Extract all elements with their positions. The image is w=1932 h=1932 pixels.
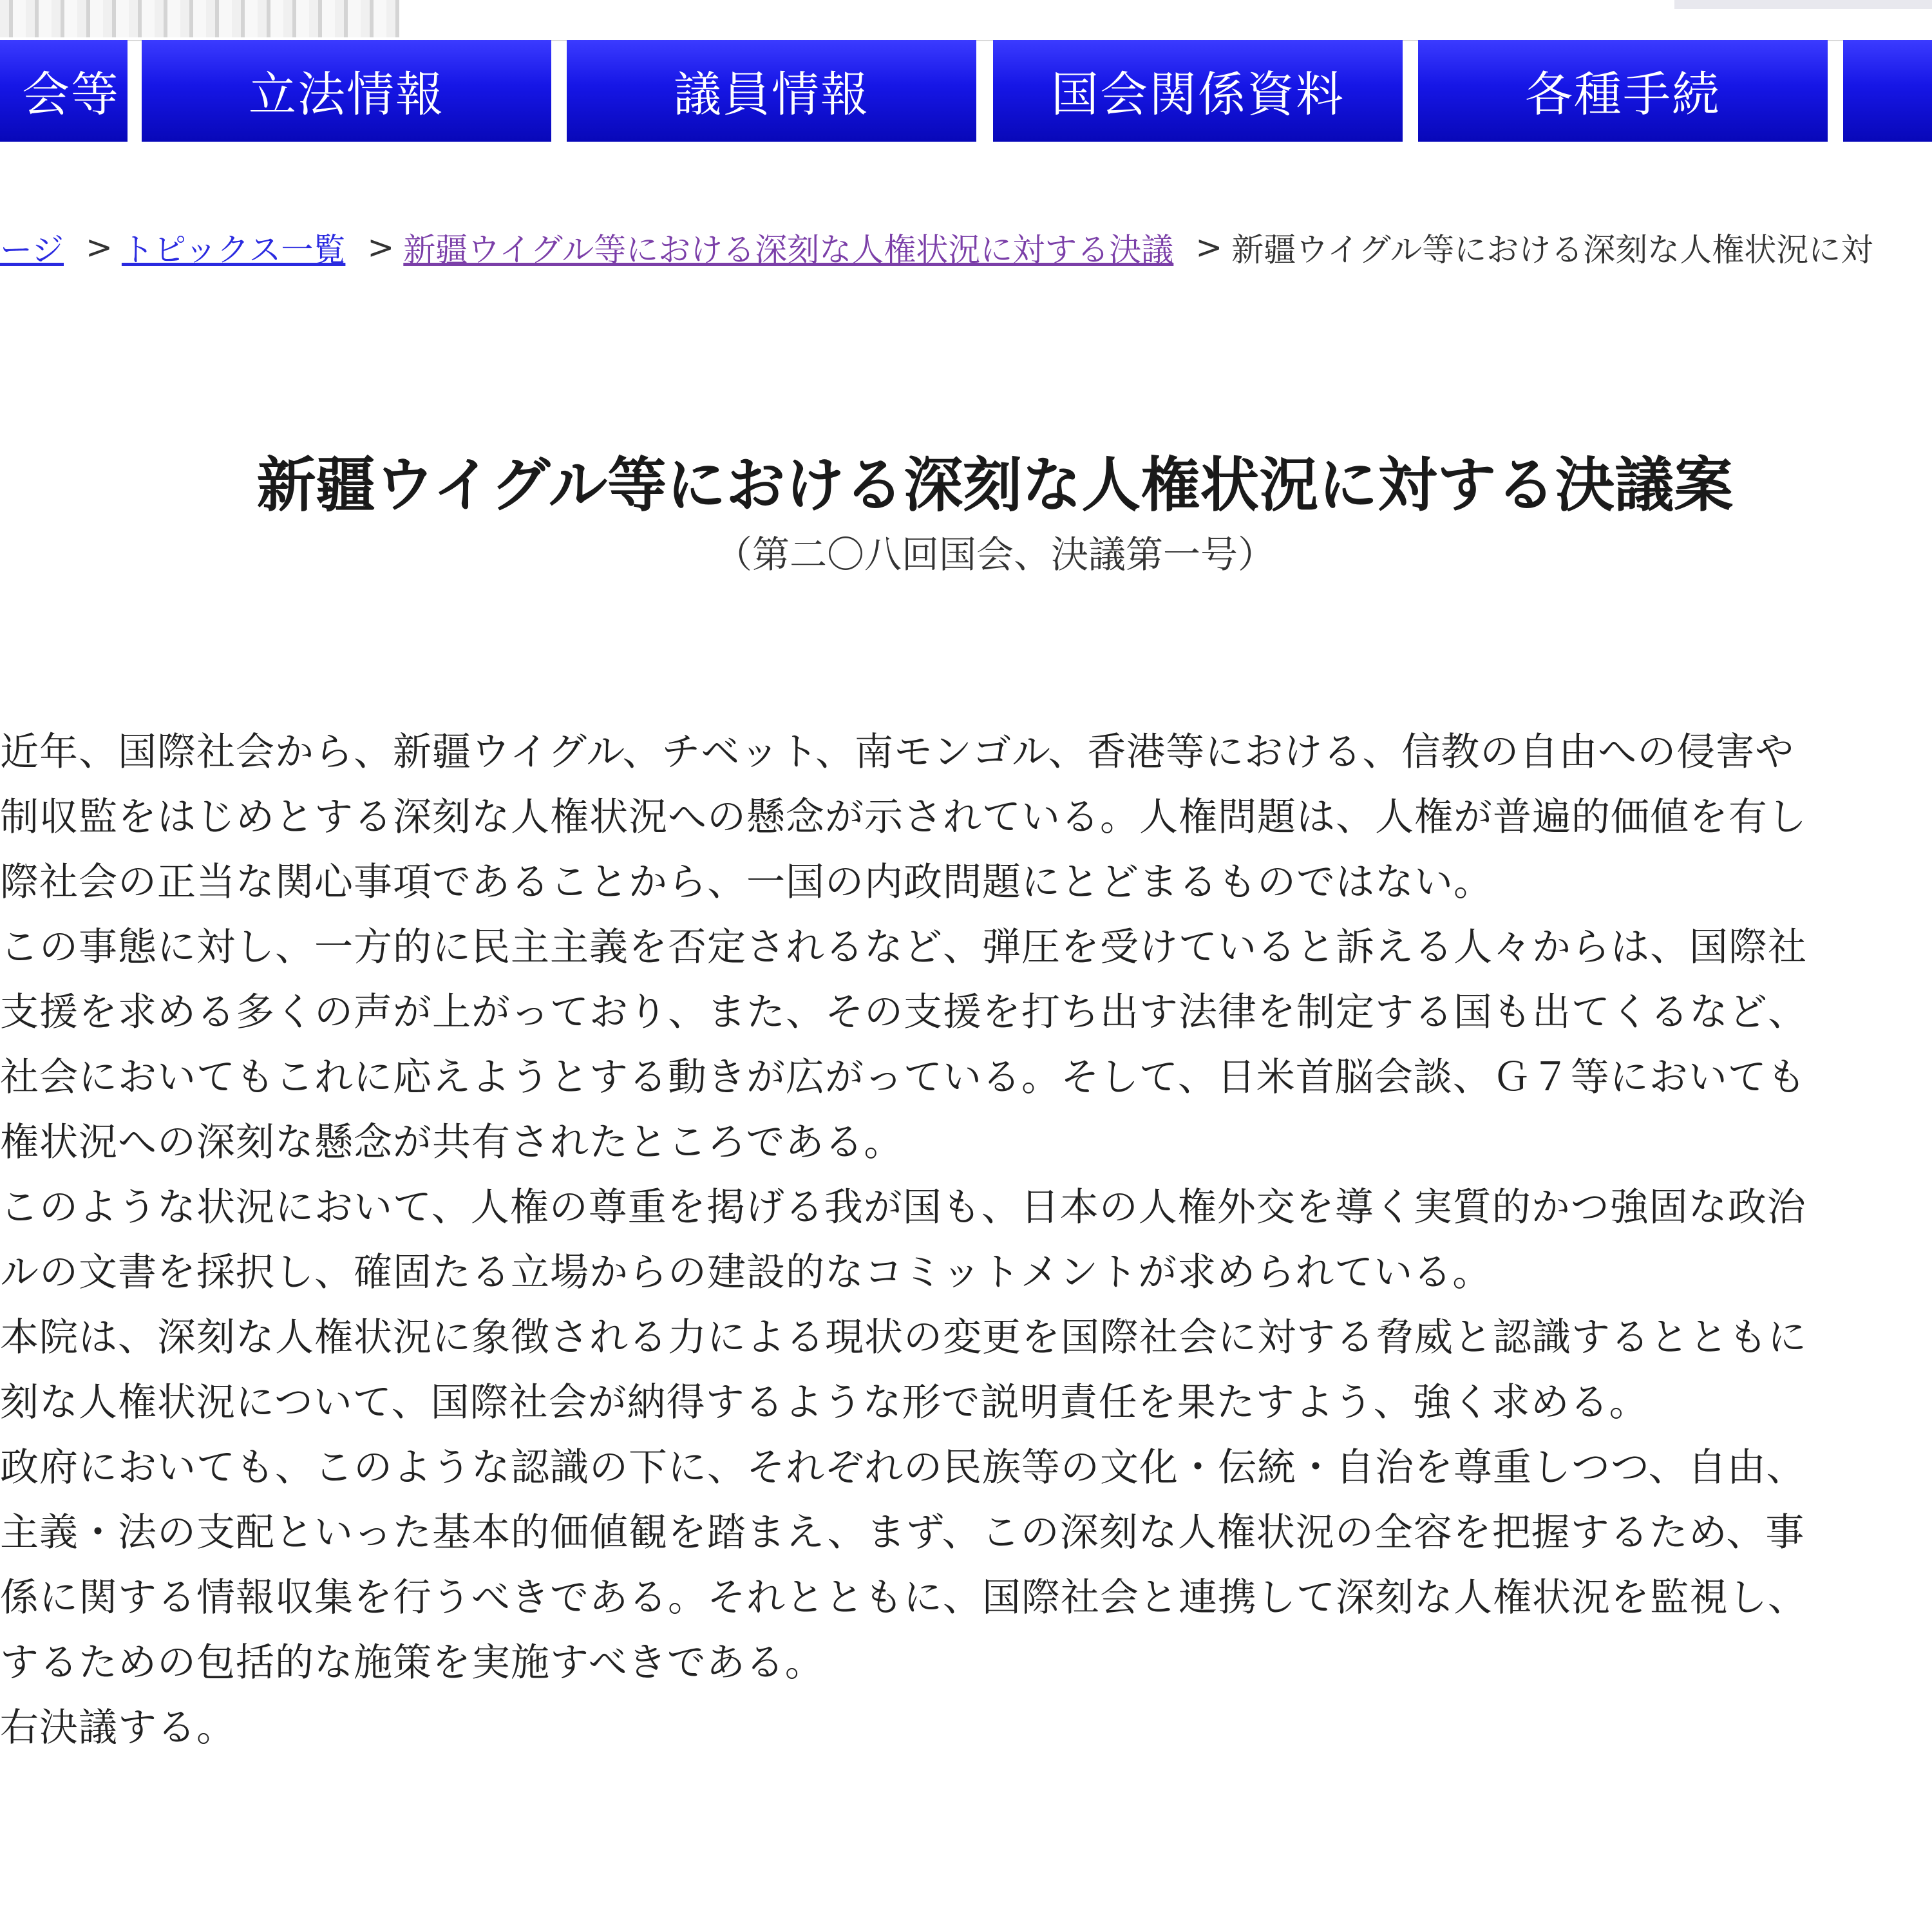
- breadcrumb-separator: >: [86, 229, 113, 266]
- breadcrumb-separator: >: [1195, 229, 1223, 266]
- global-nav: [0, 40, 1932, 143]
- body-line: 刻な人権状況について、国際社会が納得するような形で説明責任を果たすよう、強く求める。: [0, 1380, 1649, 1425]
- body-line: 制収監をはじめとする深刻な人権状況への懸念が示されている。人権問題は、人権が普遍的価値を有し: [0, 795, 1807, 840]
- header-banner-image: [0, 0, 399, 37]
- header-band: [1674, 0, 1932, 9]
- breadcrumb-link-topics[interactable]: トピックス一覧: [121, 231, 346, 269]
- page-title: 新疆ウイグル等における深刻な人権状況に対する決議案: [256, 451, 1734, 520]
- nav-item-label: 議員情報: [674, 67, 869, 122]
- nav-item-label: 国会関係資料: [1051, 67, 1345, 122]
- nav-item-label: 各種手続: [1525, 67, 1721, 122]
- breadcrumb: [0, 222, 1932, 273]
- breadcrumb-separator: >: [367, 229, 395, 266]
- body-line: 右決議する。: [0, 1705, 236, 1750]
- nav-item-members[interactable]: [567, 40, 976, 142]
- site-header: [0, 0, 1932, 41]
- body-line: 社会においてもこれに応えようとする動きが広がっている。そして、日米首脳会談、Ｇ７等においても: [0, 1055, 1806, 1100]
- body-line: 近年、国際社会から、新疆ウイグル、チベット、南モンゴル、香港等における、信教の自由への侵害や: [0, 730, 1795, 775]
- body-line: 係に関する情報収集を行うべきである。それとともに、国際社会と連携して深刻な人権状況を監視し、: [0, 1575, 1807, 1620]
- body-line: 主義・法の支配といった基本的価値観を踏まえ、まず、この深刻な人権状況の全容を把握するため、事: [0, 1510, 1805, 1555]
- nav-item-label: 会等: [22, 67, 120, 122]
- body-line: この事態に対し、一方的に民主主義を否定されるなど、弾圧を受けていると訴える人々からは、国際社: [0, 925, 1807, 970]
- nav-item-legislation[interactable]: [142, 40, 551, 142]
- page-subtitle: （第二〇八回国会、決議第一号）: [714, 533, 1275, 576]
- body-line: ルの文書を採択し、確固たる立場からの建設的なコミットメントが求められている。: [0, 1250, 1492, 1295]
- body-line: 権状況への深刻な懸念が共有されたところである。: [0, 1120, 904, 1165]
- nav-item-label: 立法情報: [249, 67, 444, 122]
- body-line: 本院は、深刻な人権状況に象徴される力による現状の変更を国際社会に対する脅威と認識するとともに: [0, 1315, 1807, 1360]
- nav-item-next[interactable]: [1843, 40, 1932, 142]
- body-line: 政府においても、このような認識の下に、それぞれの民族等の文化・伝統・自治を尊重しつつ、自由、: [0, 1445, 1806, 1490]
- breadcrumb-current: 新疆ウイグル等における深刻な人権状況に対: [1231, 231, 1873, 269]
- body-line: 支援を求める多くの声が上がっており、また、その支援を打ち出す法律を制定する国も出てくるなど、: [0, 990, 1807, 1035]
- breadcrumb-link-resolution[interactable]: 新疆ウイグル等における深刻な人権状況に対する決議: [403, 231, 1174, 269]
- nav-item-procedures[interactable]: [1418, 40, 1828, 142]
- breadcrumb-link-home[interactable]: ージ: [0, 231, 64, 269]
- resolution-body: [0, 720, 1932, 1761]
- nav-item-diet-materials[interactable]: [993, 40, 1403, 142]
- body-line: するための包括的な施策を実施すべきである。: [0, 1640, 824, 1685]
- body-line: 際社会の正当な関心事項であることから、一国の内政問題にとどまるものではない。: [0, 860, 1493, 905]
- body-line: このような状況において、人権の尊重を掲げる我が国も、日本の人権外交を導く実質的かつ強固な政治: [0, 1185, 1806, 1230]
- nav-item-meetings[interactable]: [0, 40, 128, 142]
